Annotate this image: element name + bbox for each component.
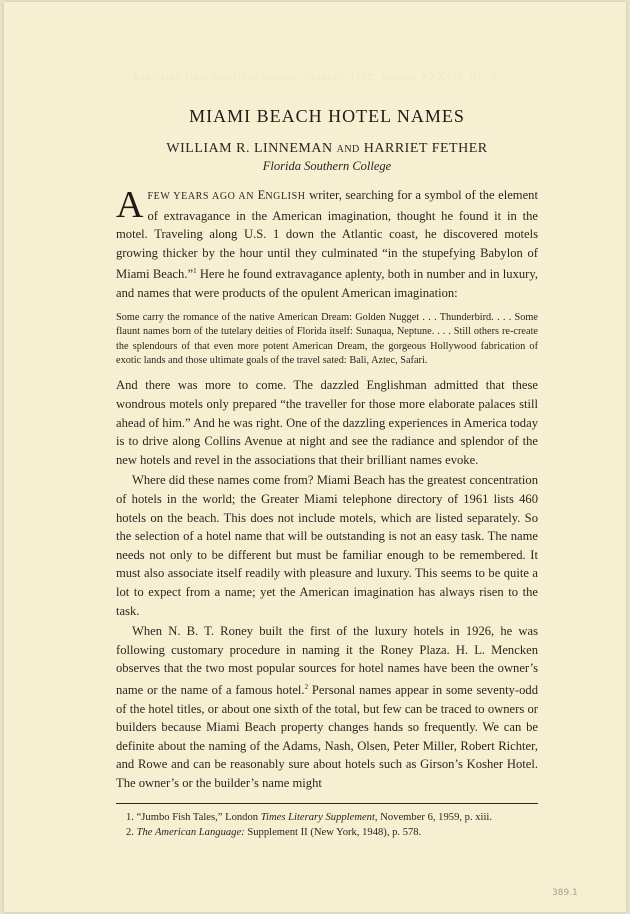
author-first: WILLIAM R. LINNEMAN xyxy=(166,141,333,156)
article-content xyxy=(116,106,538,840)
drop-cap: A xyxy=(116,184,144,226)
authors-line xyxy=(116,141,538,157)
english-cap: E xyxy=(257,188,266,202)
footnote-ref-2: 2 xyxy=(304,682,309,691)
authors-and: AND xyxy=(336,144,360,155)
running-head: Reprinted from American Speech, October, 1962, Volume XXXVII, No. 3 xyxy=(133,72,497,83)
footnote-2-post: Supplement II (New York, 1948), p. 578. xyxy=(244,826,422,838)
footnote-ref-1: 1 xyxy=(193,267,197,276)
affiliation: Florida Southern College xyxy=(262,159,392,173)
english-smallcaps: NGLISH xyxy=(265,191,306,202)
smallcaps-opening: FEW YEARS AGO AN xyxy=(147,191,255,202)
author-second: HARRIET FETHER xyxy=(363,141,488,156)
footnote-1-pre: “Jumbo Fish Tales,” London xyxy=(133,811,261,823)
paragraph-4-text: When N. B. T. Roney built the first of the luxury hotels in 1926, he was following customary procedure in naming it the Roney Plaza. H. L. Mencken observes that the two most popular sources for hotel names have been the owner’s name or the name of a famous hotel. xyxy=(116,624,538,698)
footnote-1-number: 1. xyxy=(126,811,134,823)
footnote-1-italic: Times Literary Supplement xyxy=(260,811,375,823)
paragraph-1-text-after: Here he found extravagance aplenty, both in number and in luxury, and names that were products of the opulent American imagination: xyxy=(116,267,538,301)
paragraph-2: And there was more to come. The dazzled Englishman admitted that these wondrous motels only prepared “the traveller for those more elaborate palaces still ahead of him.” And he was right. One of the dazzling experiences in America today is to drive along Collins Avenue at night and see the radiance and splendor of the new hotels and revel in the associations that their brilliant names evoke. xyxy=(116,378,538,467)
page-sheet xyxy=(4,2,626,912)
footnote-2-number: 2. xyxy=(126,826,134,838)
footnote-1 xyxy=(116,810,538,825)
pencil-annotation: 389.1 xyxy=(552,888,578,898)
footnotes xyxy=(116,803,538,840)
paragraph-1 xyxy=(116,186,538,303)
paragraph-3: Where did these names come from? Miami Beach has the greatest concentration of hotels in the world; the Greater Miami telephone directory of 1961 lists 460 hotels on the beach. This does not include motels, which are listed separately. So the selection of a hotel name that will be outstanding is not an easy task. The name needs not only to be different but must be familiar enough to be remembered. It must also associate itself readily with pleasure and luxury. This seems to be quite a lot to expect from a name; yet the American imagination has always risen to the task. xyxy=(116,473,538,618)
block-quote: Some carry the romance of the native American Dream: Golden Nugget . . . Thunderbird. . . . Some flaunt names born of the tutelary deities of Florida itself: Sunaqua, Neptune. . . . Still others re-create the splendours of that even more potent American Dream, the gorgeous Hollywood fabrication of exotic lands and those ultimate goals of the travel sated: Bali, Aztec, Safari. xyxy=(116,311,538,366)
article-title: MIAMI BEACH HOTEL NAMES xyxy=(189,106,465,126)
footnote-2-italic: The American Language: xyxy=(136,826,245,838)
footnote-1-post: , November 6, 1959, p. xiii. xyxy=(374,811,493,823)
paragraph-4-text-after: Personal names appear in some seventy-odd of the hotel titles, or about one sixth of the total, but few can be traced to owners or builders because Miami Beach property changes hands so frequently. We can be definite about the naming of the Adams, Nash, Olsen, Peter Miller, Robert Richter, and Rowe and can be reasonably sure about hotels such as Girson’s Kosher Hotel. The owner’s or the builder’s name might xyxy=(116,683,538,791)
footnote-2 xyxy=(116,825,538,840)
paragraph-4 xyxy=(116,622,538,793)
paragraph-1-text: writer, searching for a symbol of the element of extravagance in the American imagination, thought he found it in the motel. Traveling along U.S. 1 down the Atlantic coast, he discovered motels growing thicker by the hour until they culminated “in the stupefying Babylon of Miami Beach.” xyxy=(116,188,538,282)
